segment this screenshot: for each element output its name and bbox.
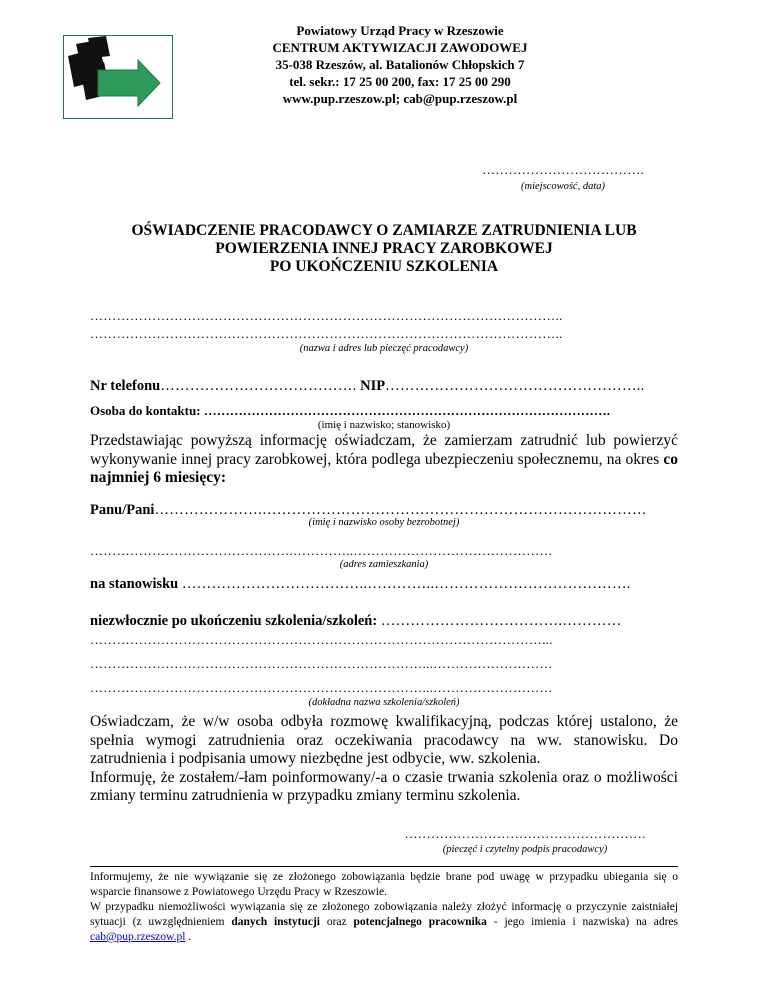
statement-paragraph-2: Informuję, że zostałem/-łam poinformowany/-a o czasie trwania szkolenia oraz o możliwości zmiany terminu zatrudnienia w przypadku zmiany terminu szkolenia. xyxy=(90,768,678,804)
nip-label: NIP xyxy=(360,378,386,394)
contact-label: Osoba do kontaktu: xyxy=(90,403,204,418)
declaration-bold: co najmniej 6 miesięcy: xyxy=(90,450,678,486)
header-line-3: 35-038 Rzeszów, al. Batalionów Chłopskich 7 xyxy=(275,57,525,72)
title-line-1: OŚWIADCZENIE PRACODAWCY O ZAMIARZE ZATRUDNIENIA LUB xyxy=(131,222,637,239)
logo xyxy=(63,35,173,119)
footer-bold-institution: danych instytucji xyxy=(231,916,320,928)
date-place-caption: (miejscowość, data) xyxy=(521,181,605,192)
header-line-2: CENTRUM AKTYWIZACJI ZAWODOWEJ xyxy=(272,40,528,55)
phone-field[interactable]: …………………………………. xyxy=(160,378,357,394)
phone-label: Nr telefonu xyxy=(90,378,161,394)
address-caption: (adres zamieszkania) xyxy=(339,559,429,570)
date-place-dots[interactable]: ………………………………. xyxy=(482,162,644,177)
footer-notice xyxy=(90,870,678,945)
position-field[interactable]: ………………………………..…………..…………………………………. xyxy=(181,576,631,592)
employer-caption: (nazwa i adres lub pieczęć pracodawcy) xyxy=(299,343,469,354)
statement-block xyxy=(90,713,678,806)
address-field[interactable]: ……………………………………….…………..……………………………………… xyxy=(90,543,553,558)
contact-caption: (imię i nazwisko; stanowisko) xyxy=(317,419,451,431)
statement-paragraph-1: Oświadczam, że w/w osoba odbyła rozmowę kwalifikacyjną, podczas której ustalono, że spełnia wymogi zatrudnienia oraz oczekiwania pracodawcy na ww. stanowisku. Do zatrudnienia i podpisania umowy niezbędne jest odbycie, ww. szkolenia. xyxy=(90,713,678,767)
footer-bold-employee: potencjalnego pracownika xyxy=(353,916,487,928)
employer-line-2[interactable]: …………………………………………………………………………………………….. xyxy=(90,326,563,341)
footer-paragraph-2: W przypadku niemożliwości wywiązania się ze złożonego zobowiązania należy złożyć informację o przyczynie zaistniałej sytuacji (z uwzględnieniem danych instytucji oraz potencjalnego pracownika - jego imienia i nazwiska) na adres cab@pup.rzeszow.pl . xyxy=(90,901,679,943)
training-line-2[interactable]: …………………………………………………………………...……………………… xyxy=(90,656,553,671)
header-line-4: tel. sekr.: 17 25 00 200, fax: 17 25 00 290 xyxy=(289,74,511,89)
phone-nip-row xyxy=(90,378,680,395)
person-label: Panu/Pani xyxy=(90,502,155,518)
title-line-3: PO UKOŃCZENIU SZKOLENIA xyxy=(269,258,499,275)
signature-dots[interactable]: ………………………………………………. xyxy=(404,826,646,841)
header-line-1: Powiatowy Urząd Pracy w Rzeszowie xyxy=(296,23,504,38)
document-title xyxy=(90,222,678,276)
footer-email-link[interactable]: cab@pup.rzeszow.pl xyxy=(90,931,186,943)
training-field[interactable]: ……………………………….………… xyxy=(380,613,622,629)
nip-field[interactable]: …………………………………………….. xyxy=(385,378,645,394)
declaration-text: Przedstawiając powyższą informację oświadczam, że zamierzam zatrudnić lub powierzyć wykonywanie innej pracy zarobkowej, która podlega ubezpieczeniu społecznemu, na okres xyxy=(90,432,678,468)
contact-field[interactable]: …………………………………………………………………………………. xyxy=(203,403,611,418)
signature-field[interactable] xyxy=(380,827,670,857)
header-line-5: www.pup.rzeszow.pl; cab@pup.rzeszow.pl xyxy=(282,91,518,106)
training-line-3[interactable]: …………………………………………………………………...……………………… xyxy=(90,680,553,695)
training-line-1[interactable]: …………………………………………………………………………………………... xyxy=(90,632,553,647)
signature-caption: (pieczęć i czytelny podpis pracodawcy) xyxy=(442,844,608,855)
person-field[interactable]: ………………….…………………………………………………………………… xyxy=(154,502,647,518)
footer-paragraph-1: Informujemy, że nie wywiązanie się ze złożonego zobowiązania będzie brane pod uwagę w przypadku ubiegania się o wsparcie finansowe z Powiatowego Urzędu Pracy w Rzeszowie. xyxy=(90,871,678,898)
training-caption: (dokładna nazwa szkolenia/szkoleń) xyxy=(308,697,460,708)
position-label: na stanowisku xyxy=(90,576,182,592)
declaration-paragraph xyxy=(90,432,678,488)
position-row xyxy=(90,576,680,593)
title-line-2: POWIERZENIA INNEJ PRACY ZAROBKOWEJ xyxy=(215,240,553,257)
logo-cards-arrow-icon xyxy=(64,36,171,117)
training-row xyxy=(90,613,680,630)
contact-row xyxy=(90,403,680,419)
training-label: niezwłocznie po ukończeniu szkolenia/szkoleń: xyxy=(90,613,381,629)
institution-header xyxy=(230,22,570,107)
employer-line-1[interactable]: …………………………………………………………………………………………….. xyxy=(90,308,563,323)
date-place-field[interactable] xyxy=(478,163,648,194)
footer-divider xyxy=(90,866,678,867)
person-caption: (imię i nazwisko osoby bezrobotnej) xyxy=(308,517,460,528)
